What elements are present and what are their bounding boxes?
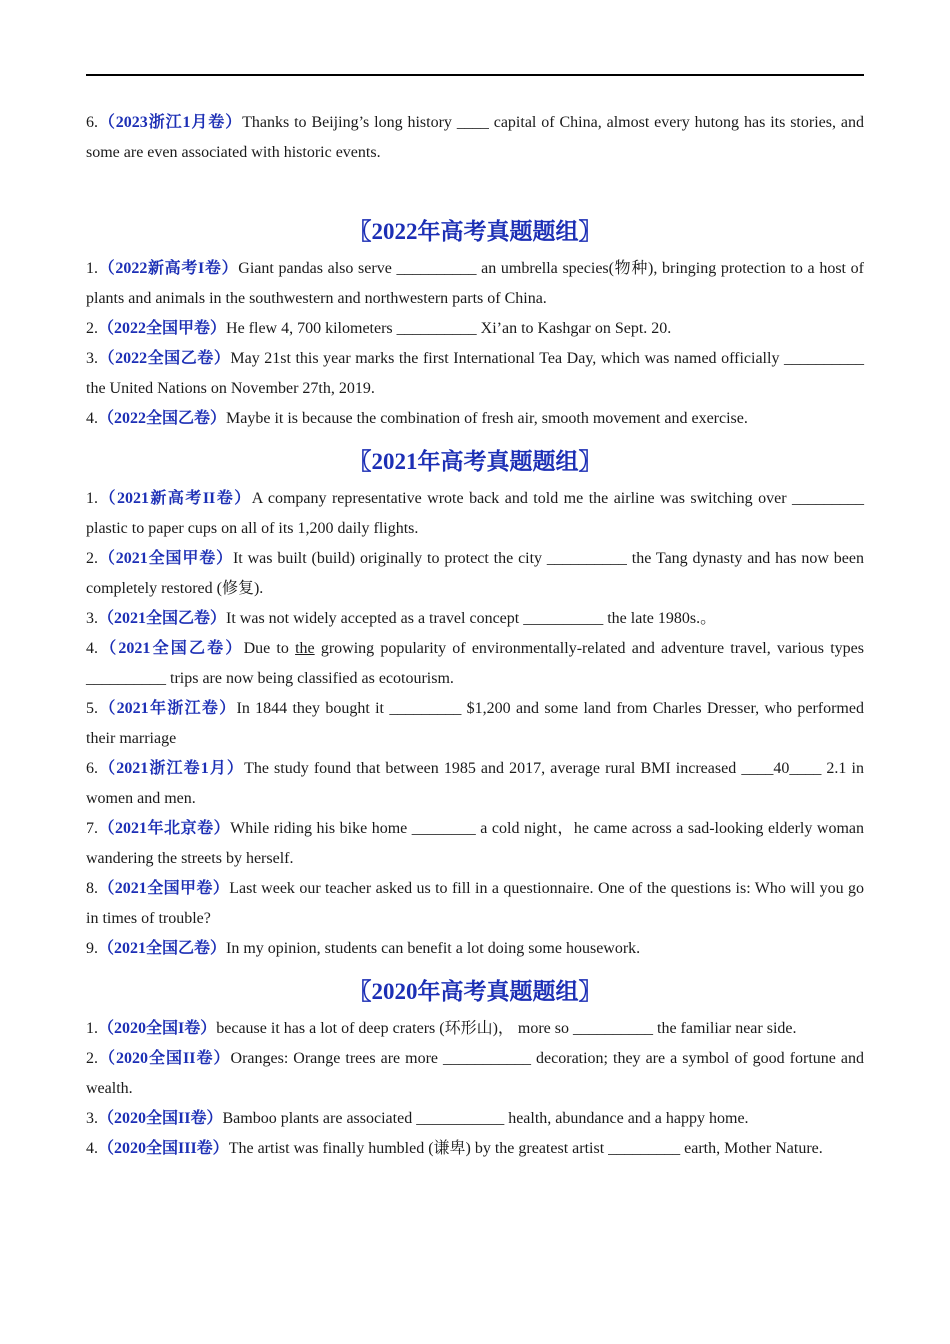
question-text: Oranges: Orange trees are more ___________ decoration; they are a symbol of good fortune and wealth. xyxy=(86,1050,864,1097)
question-text: because it has a lot of deep craters (环形山)， more so __________ the familiar near side. xyxy=(216,1020,797,1037)
question-number: 4. xyxy=(86,1140,98,1157)
section-heading-2020: 〖2020年高考真题题组〗 xyxy=(348,979,602,1004)
question-number: 1. xyxy=(86,260,98,277)
question-source: （2021全国乙卷） xyxy=(98,640,244,657)
question-source: （2021全国乙卷） xyxy=(98,610,227,627)
question-2021-2 xyxy=(86,544,864,604)
question-source: （2020全国II卷） xyxy=(98,1050,231,1067)
question-text: The artist was finally humbled (谦卑) by the greatest artist _________ earth, Mother Nature. xyxy=(228,1140,823,1157)
question-number: 9. xyxy=(86,940,98,957)
question-text: It was built (build) originally to protect the city __________ the Tang dynasty and has now been completely restored (修复). xyxy=(86,550,864,597)
question-source: （2023浙江1月卷） xyxy=(98,114,243,131)
question-2021-4 xyxy=(86,634,864,694)
question-2021-7 xyxy=(86,814,864,874)
answer-blank: ____40____ xyxy=(741,760,822,777)
question-source: （2022全国乙卷） xyxy=(98,350,231,367)
section-heading-2021: 〖2021年高考真题题组〗 xyxy=(348,449,602,474)
question-2023-6 xyxy=(86,108,864,168)
question-text: In my opinion, students can benefit a lot doing some housework. xyxy=(226,940,641,957)
question-2020-1 xyxy=(86,1014,864,1044)
question-2021-6 xyxy=(86,754,864,814)
question-text: In 1844 they bought it _________ $1,200 and some land from Charles Dresser, who performed their marriage xyxy=(86,700,864,747)
question-number: 4. xyxy=(86,410,98,427)
question-2022-2 xyxy=(86,314,864,344)
question-text: Maybe it is because the combination of fresh air, smooth movement and exercise. xyxy=(226,410,748,427)
section-heading-2022: 〖2022年高考真题题组〗 xyxy=(348,219,602,244)
question-text: The study found that between 1985 and 2017, average rural BMI increased xyxy=(244,760,742,777)
question-number: 2. xyxy=(86,550,98,567)
question-text: Bamboo plants are associated ___________ health, abundance and a happy home. xyxy=(222,1110,749,1127)
question-2021-5 xyxy=(86,694,864,754)
question-text: May 21st this year marks the first International Tea Day, which was named officially __________ the United Nations on November 27th, 2019. xyxy=(86,350,864,397)
question-text: growing popularity of environmentally-related and adventure travel, various types __________ trips are now being classified as ecotourism. xyxy=(86,640,864,687)
question-text: Last week our teacher asked us to fill in a questionnaire. One of the questions is: Who will you go in times of trouble? xyxy=(86,880,864,927)
question-number: 6. xyxy=(86,114,98,131)
question-2021-3 xyxy=(86,604,864,634)
question-source: （2021新高考II卷） xyxy=(98,490,252,507)
question-source: （2020全国III卷） xyxy=(98,1140,229,1157)
question-number: 3. xyxy=(86,610,98,627)
question-text: It was not widely accepted as a travel concept __________ the late 1980s.。 xyxy=(226,610,717,627)
question-text: Giant pandas also serve __________ an umbrella species(物种), bringing protection to a host of plants and animals in the southwestern and northwestern parts of China. xyxy=(86,260,864,307)
question-source: （2021年浙江卷） xyxy=(98,700,237,717)
question-2021-1 xyxy=(86,484,864,544)
question-2021-9 xyxy=(86,934,864,964)
question-text: A company representative wrote back and told me the airline was switching over _________ plastic to paper cups on all of its 1,200 daily flights. xyxy=(86,490,864,537)
question-source: （2021全国乙卷） xyxy=(98,940,227,957)
question-number: 4. xyxy=(86,640,98,657)
question-number: 2. xyxy=(86,320,98,337)
question-source: （2022全国甲卷） xyxy=(98,320,227,337)
question-number: 5. xyxy=(86,700,98,717)
question-2022-1 xyxy=(86,254,864,314)
question-number: 1. xyxy=(86,490,98,507)
question-source: （2021浙江卷1月） xyxy=(98,760,245,777)
question-2022-3 xyxy=(86,344,864,404)
question-source: （2021全国甲卷） xyxy=(98,550,233,567)
header-rule xyxy=(86,74,864,76)
question-source: （2020全国I卷） xyxy=(98,1020,217,1037)
question-number: 8. xyxy=(86,880,98,897)
document-body xyxy=(86,108,864,1164)
question-2020-2 xyxy=(86,1044,864,1104)
question-number: 2. xyxy=(86,1050,98,1067)
underlined-word: the xyxy=(295,640,315,657)
question-source: （2022全国乙卷） xyxy=(98,410,227,427)
question-text: While riding his bike home ________ a cold night，he came across a sad-looking elderly woman wandering the streets by herself. xyxy=(86,820,864,867)
question-2022-4 xyxy=(86,404,864,434)
question-text: Due to xyxy=(243,640,296,657)
question-number: 3. xyxy=(86,350,98,367)
question-text: 2.1 in women and men. xyxy=(86,760,864,807)
question-2020-4 xyxy=(86,1134,864,1164)
question-source: （2021年北京卷） xyxy=(98,820,231,837)
question-number: 7. xyxy=(86,820,98,837)
question-number: 1. xyxy=(86,1020,98,1037)
question-source: （2022新高考I卷） xyxy=(98,260,239,277)
question-text: He flew 4, 700 kilometers __________ Xi’an to Kashgar on Sept. 20. xyxy=(226,320,672,337)
question-2021-8 xyxy=(86,874,864,934)
question-number: 3. xyxy=(86,1110,98,1127)
question-text: Thanks to Beijing’s long history ____ capital of China, almost every hutong has its stories, and some are even associated with historic events. xyxy=(86,114,864,161)
question-source: （2020全国II卷） xyxy=(98,1110,223,1127)
question-2020-3 xyxy=(86,1104,864,1134)
question-number: 6. xyxy=(86,760,98,777)
question-source: （2021全国甲卷） xyxy=(98,880,230,897)
